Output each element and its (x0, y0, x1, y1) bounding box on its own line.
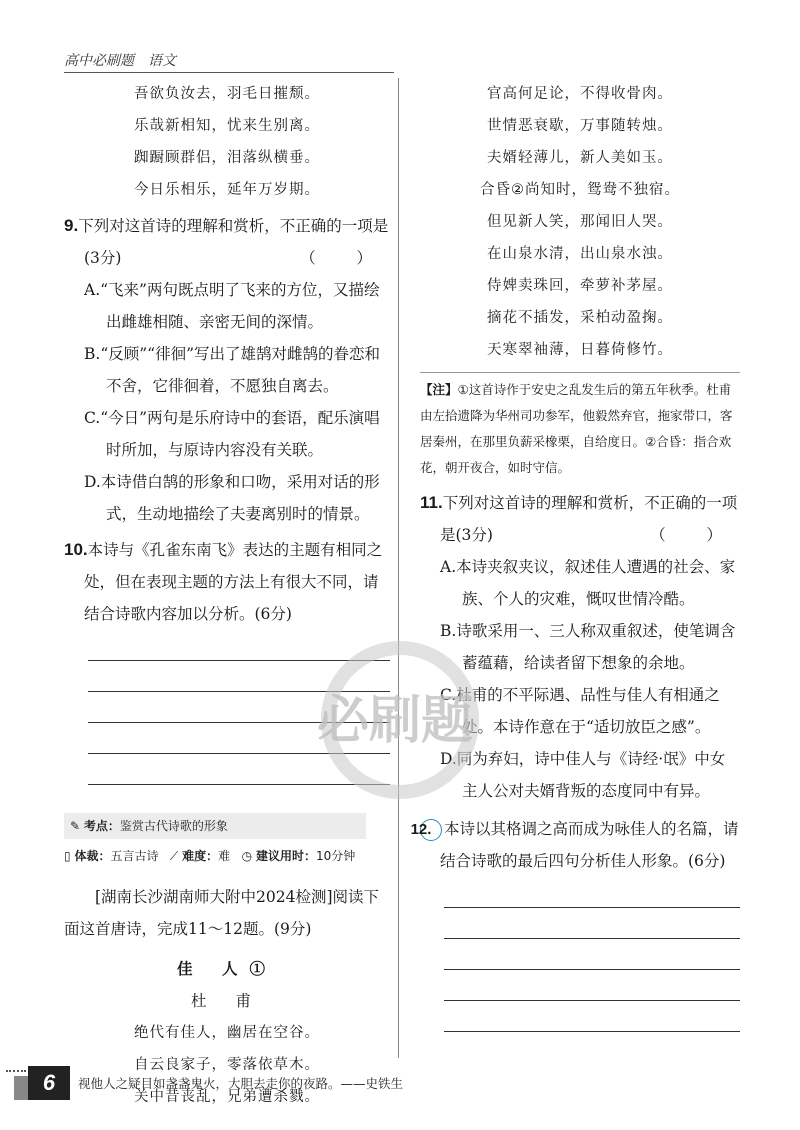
poem-line: 世情恶衰歇，万事随转烛。 (487, 118, 673, 134)
option-c[interactable]: C.“今日”两句是乐府诗中的套语，配乐演唱时所加，与原诗内容没有关联。 (84, 409, 380, 459)
poem-line: 关中昔丧乱，兄弟遭杀戮。 (134, 1089, 320, 1105)
poem-line: 合昏②尚知时，鸳鸯不独宿。 (480, 182, 680, 198)
question-stem: 本诗与《孔雀东南飞》表达的主题有相同之处，但在表现主题的方法上有很大不同，请结合诗歌内容加以分析。(6分) (84, 541, 383, 623)
target-icon: ✎ (70, 819, 81, 833)
ticai-label: 体裁： (74, 849, 111, 863)
note-text: ①这首诗作于安史之乱发生后的第五年秋季。杜甫由左拾遗降为华州司功参军，他毅然弃官，拖家带口，客居秦州，在那里负薪采橡栗，自给度日。②合昏：指合欢花，朝开夜合，如时守信。 (420, 382, 733, 475)
poem-tail (64, 78, 390, 206)
page-footer (0, 1066, 800, 1106)
nandu-value: 难 (218, 849, 231, 863)
answer-line[interactable] (444, 1000, 740, 1001)
option-d[interactable]: D.本诗借白鹄的形象和口吻，采用对话的形式，生动地描绘了夫妻离别时的情景。 (84, 473, 380, 523)
meta-kaodian (64, 813, 366, 839)
poem-title: 佳 人① (177, 959, 277, 978)
right-column (410, 78, 740, 1032)
poem-line: 侍婢卖珠回，牵萝补茅屋。 (487, 278, 673, 294)
poem-line: 吾欲负汝去，羽毛日摧颓。 (134, 86, 320, 102)
poem-line: 绝代有佳人，幽居在空谷。 (134, 1025, 320, 1041)
running-header: 高中必刷题 语文 (64, 53, 176, 69)
footnote (420, 377, 740, 481)
poem-line: 但见新人笑，那闻旧人哭。 (487, 214, 673, 230)
meta-row (64, 845, 390, 867)
time-label: 建议用时： (255, 849, 316, 863)
answer-line[interactable] (444, 969, 740, 970)
left-column (64, 78, 390, 1113)
option-c[interactable]: C.杜甫的不平际遇、品性与佳人有相通之处。本诗作意在于“适切放臣之感”。 (440, 686, 720, 736)
poem-line: 今日乐相乐，延年万岁期。 (134, 182, 320, 198)
header-rule (64, 72, 394, 73)
footer-quote: 视他人之疑目如盏盏鬼火，大胆去走你的夜路。——史铁生 (78, 1076, 404, 1091)
page-number: 6 (28, 1066, 70, 1100)
question-stem: 下列对这首诗的理解和赏析，不正确的一项是(3分) (440, 494, 738, 544)
option-b[interactable]: B.“反顾”“徘徊”写出了雄鹄对雌鹄的眷恋和不舍，它徘徊着，不愿独自离去。 (84, 345, 381, 395)
answer-line[interactable] (444, 1031, 740, 1032)
nandu-label: 难度： (182, 849, 219, 863)
answer-paren[interactable]: （ ） (650, 526, 740, 544)
ticai-value: 五言古诗 (110, 849, 159, 863)
question-number: 11. (420, 493, 443, 512)
poem-line: 自云良家子，零落依草木。 (134, 1057, 320, 1073)
question-9 (64, 210, 390, 530)
poem-line: 在山泉水清，出山泉水浊。 (487, 246, 673, 262)
watermark-text: 必刷题 (316, 691, 474, 751)
footer-block (14, 1076, 28, 1100)
question-stem: 下列对这首诗的理解和赏析，不正确的一项是(3分) (78, 217, 389, 267)
reading-intro: [湖南长沙湖南师大附中2024检测]阅读下面这首唐诗，完成11～12题。(9分) (64, 888, 380, 938)
poem-line: 天寒翠袖薄，日暮倚修竹。 (487, 342, 673, 358)
watermark-logo (290, 640, 500, 810)
question-12 (410, 813, 740, 1032)
option-a[interactable]: A.“飞来”两句既点明了飞来的方位，又描绘出雌雄相随、亲密无间的深情。 (84, 281, 380, 331)
answer-paren[interactable]: （ ） (300, 249, 390, 267)
note-separator (420, 372, 740, 373)
poem-author: 杜 甫 (191, 992, 263, 1010)
time-value: 10分钟 (315, 849, 356, 863)
question-number: 9. (64, 216, 79, 235)
kaodian-value: 鉴赏古代诗歌的形象 (119, 819, 228, 833)
kaodian-label: 考点： (83, 819, 120, 833)
poem-line: 乐哉新相知，忧来生别离。 (134, 118, 320, 134)
question-number: 10. (64, 540, 88, 559)
poem-line: 踟蹰顾群侣，泪落纵横垂。 (134, 150, 320, 166)
document-icon: ▯ (64, 849, 71, 863)
option-b[interactable]: B.诗歌采用一、三人称双重叙述，使笔调含蓄蕴藉，给读者留下想象的余地。 (440, 622, 736, 672)
answer-line[interactable] (444, 907, 740, 908)
question-stem: 本诗以其格调之高而成为咏佳人的名篇，请结合诗歌的最后四句分析佳人形象。(6分) (440, 820, 739, 870)
option-a[interactable]: A.本诗夹叙夹议，叙述佳人遭遇的社会、家族、个人的灾难，慨叹世情冷酷。 (440, 558, 736, 608)
poem-line: 摘花不插发，采柏动盈掬。 (487, 310, 673, 326)
poem-line: 官高何足论，不得收骨肉。 (487, 86, 673, 102)
chart-icon: ⟋ (169, 849, 179, 863)
option-d[interactable]: D.同为弃妇，诗中佳人与《诗经·氓》中女主人公对夫婿背叛的态度同中有异。 (440, 750, 726, 800)
column-divider (398, 78, 399, 1058)
poem-body-cont (420, 78, 740, 366)
poem-line: 夫婿轻薄儿，新人美如玉。 (487, 150, 673, 166)
question-number-badge: 12. (420, 819, 442, 841)
clock-icon: ◷ (241, 849, 253, 863)
answer-line[interactable] (444, 938, 740, 939)
note-label: 【注】 (420, 382, 458, 397)
